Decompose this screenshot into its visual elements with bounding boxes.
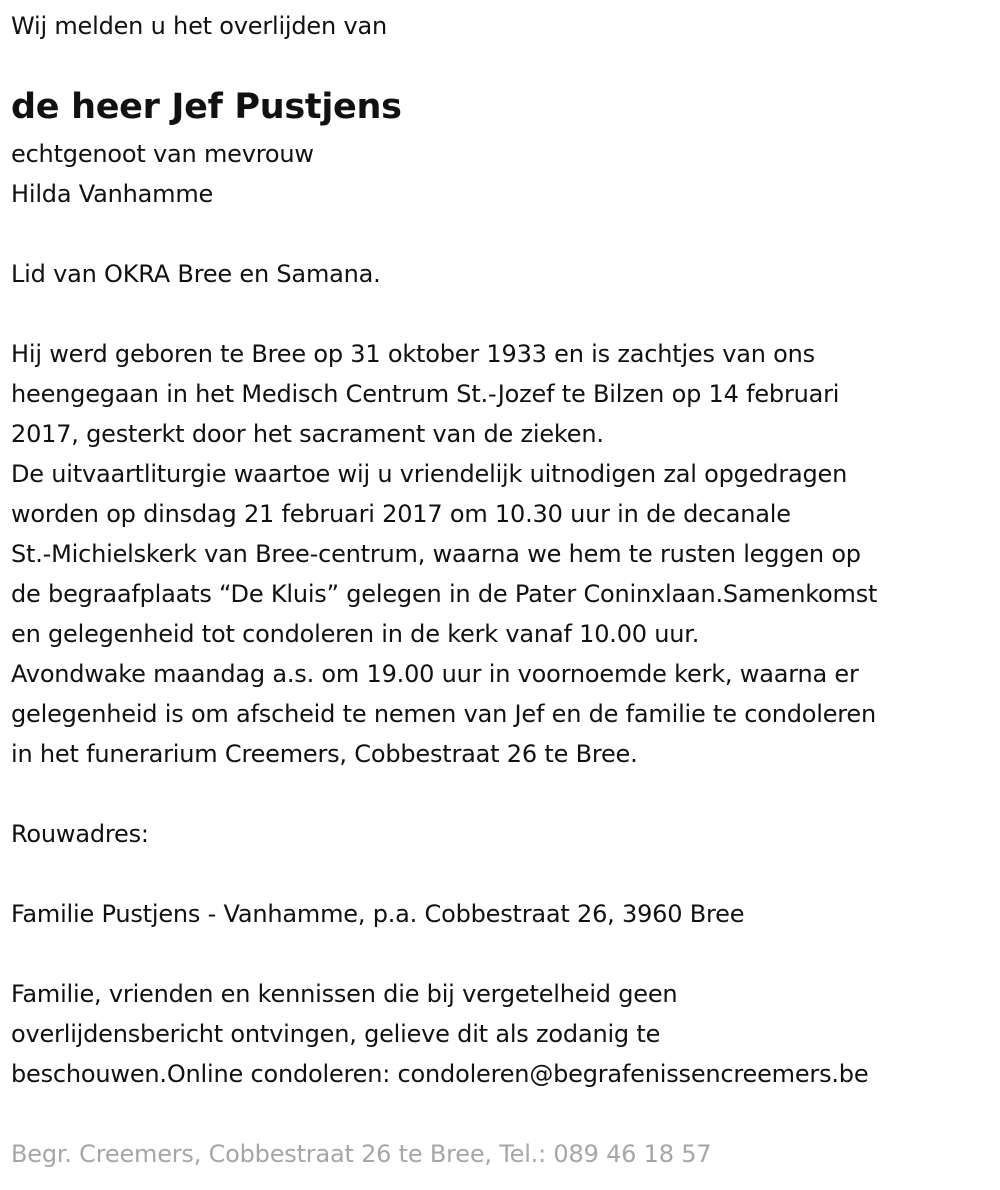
paragraph-line: Hij werd geboren te Bree op 31 oktober 1933 en is zachtjes van ons (11, 340, 815, 368)
paragraph-line: 2017, gesterkt door het sacrament van de zieken. (11, 420, 604, 448)
paragraph-line: St.-Michielskerk van Bree-centrum, waarna we hem te rusten leggen op (11, 540, 861, 568)
closing-line: beschouwen.Online condoleren: condoleren@begrafenissencreemers.be (11, 1060, 869, 1088)
funeral-home-footer: Begr. Creemers, Cobbestraat 26 te Bree, Tel.: 089 46 18 57 (11, 1140, 712, 1168)
paragraph-line: in het funerarium Creemers, Cobbestraat 26 te Bree. (11, 740, 638, 768)
deceased-name: de heer Jef Pustjens (11, 87, 402, 127)
membership-block (11, 254, 381, 294)
membership-text: Lid van OKRA Bree en Samana. (11, 260, 381, 288)
paragraph-line: De uitvaartliturgie waartoe wij u vriendelijk uitnodigen zal opgedragen (11, 460, 848, 488)
paragraph-line: en gelegenheid tot condoleren in de kerk vanaf 10.00 uur. (11, 620, 700, 648)
intro-text: Wij melden u het overlijden van (11, 12, 387, 40)
paragraph-line: gelegenheid is om afscheid te nemen van Jef en de familie te condoleren (11, 700, 876, 728)
spouse-line: echtgenoot van mevrouw (11, 140, 314, 168)
closing-line: Familie, vrienden en kennissen die bij vergetelheid geen (11, 980, 678, 1008)
mourning-address-label-block (11, 814, 149, 854)
spouse-name: Hilda Vanhamme (11, 180, 214, 208)
paragraph-line: heengegaan in het Medisch Centrum St.-Jozef te Bilzen op 14 februari (11, 380, 840, 408)
mourning-address: Familie Pustjens - Vanhamme, p.a. Cobbestraat 26, 3960 Bree (11, 900, 745, 928)
paragraph-line: worden op dinsdag 21 februari 2017 om 10.30 uur in de decanale (11, 500, 791, 528)
main-paragraph (11, 334, 877, 774)
mourning-address-label: Rouwadres: (11, 820, 149, 848)
paragraph-line: Avondwake maandag a.s. om 19.00 uur in voornoemde kerk, waarna er (11, 660, 859, 688)
closing-paragraph (11, 974, 868, 1094)
paragraph-line: de begraafplaats “De Kluis” gelegen in de Pater Coninxlaan.Samenkomst (11, 580, 878, 608)
closing-line: overlijdensbericht ontvingen, gelieve dit als zodanig te (11, 1020, 661, 1048)
spouse-block (11, 134, 314, 214)
mourning-address-block (11, 894, 744, 934)
